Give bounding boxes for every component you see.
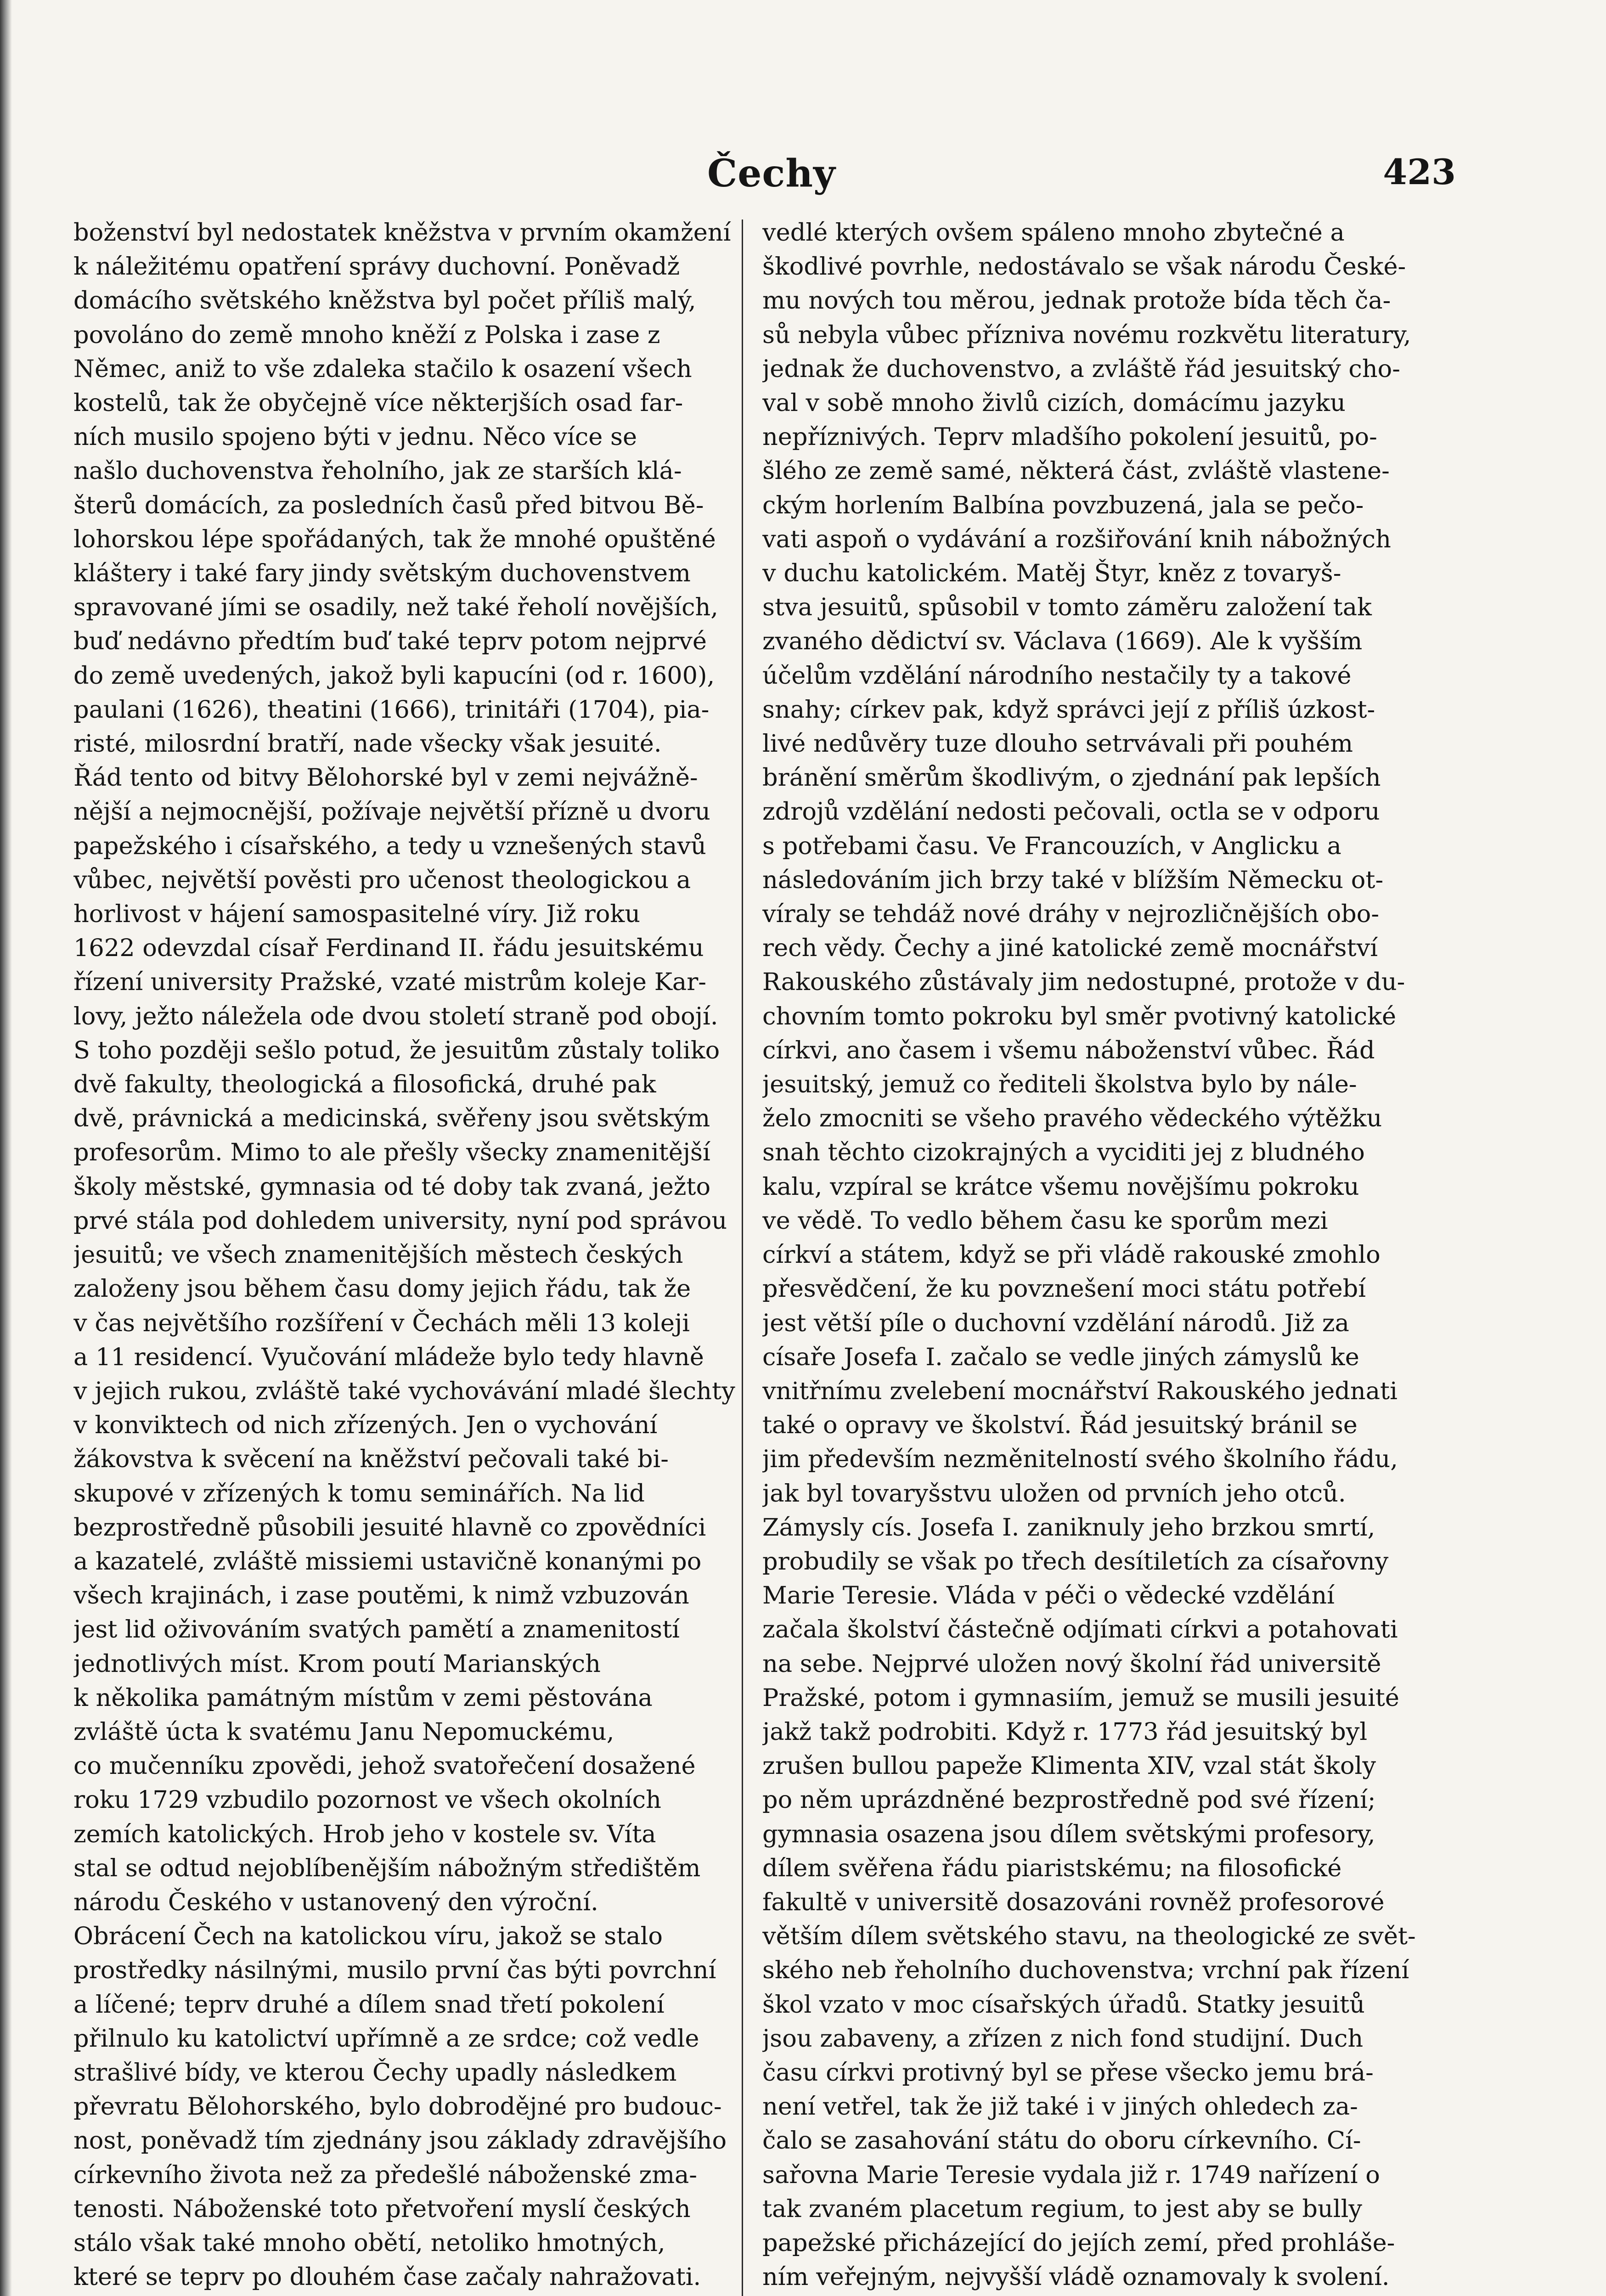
text-line: lohorskou lépe spořádaných, tak že mnohé opuštěné	[73, 525, 716, 553]
text-line: řízení university Pražské, vzaté mistrům koleje Kar-	[73, 968, 707, 996]
text-line: církevního života než za předešlé náboženské zma-	[73, 2161, 698, 2189]
text-line: s potřebami času. Ve Francouzích, v Anglicku a	[762, 832, 1341, 860]
text-line: paulani (1626), theatini (1666), trinitáři (1704), pia-	[73, 695, 710, 724]
text-line: Němec, aniž to vše zdaleka stačilo k osazení všech	[73, 355, 692, 383]
text-line: škodlivé povrhle, nedostávalo se však národu České-	[762, 253, 1406, 281]
text-line: dílem svěřena řádu piaristskému; na filosofické	[762, 1854, 1342, 1882]
text-line: ním veřejným, nejvyšší vládě oznamovaly k svolení.	[762, 2263, 1390, 2291]
text-line: kalu, vzpíral se krátce všemu novějšímu pokroku	[762, 1172, 1359, 1201]
text-line: stva jesuitů, spůsobil v tomto záměru založení tak	[762, 593, 1372, 622]
text-line: vedlé kterých ovšem spáleno mnoho zbytečné a	[762, 219, 1345, 247]
text-line: sů nebyla vůbec přízniva novému rozkvětu literatury,	[762, 321, 1411, 349]
text-line: Obrácení Čech na katolickou víru, jakož se stalo	[73, 1922, 663, 1951]
text-line: jest větší píle o duchovní vzdělání národů. Již za	[762, 1309, 1349, 1337]
text-line: jednak že duchovenstvo, a zvláště řád jesuitský cho-	[762, 355, 1400, 383]
text-line: jest lid oživováním svatých pamětí a znamenitostí	[73, 1615, 680, 1644]
text-line: šlého ze země samé, některá část, zvláště vlastene-	[762, 457, 1390, 485]
text-line: císaře Josefa I. začalo se vedle jiných zámyslů ke	[762, 1343, 1359, 1371]
text-line: a kazatelé, zvláště missiemi ustavičně konanými po	[73, 1547, 702, 1576]
text-line: Zámysly cís. Josefa I. zaniknuly jeho brzkou smrtí,	[762, 1513, 1375, 1542]
text-line: jednotlivých míst. Krom poutí Marianských	[73, 1649, 601, 1678]
text-line: jsou zabaveny, a zřízen z nich fond studijní. Duch	[762, 2024, 1364, 2053]
text-line: kostelů, tak že obyčejně více některjších osad far-	[73, 389, 683, 417]
text-line: mu nových tou měrou, jednak protože bída těch ča-	[762, 287, 1391, 315]
text-line: čalo se zasahování státu do oboru církevního. Cí-	[762, 2127, 1361, 2155]
text-line: prvé stála pod dohledem university, nyní pod správou	[73, 1206, 727, 1235]
text-line: Rakouského zůstávaly jim nedostupné, protože v du-	[762, 968, 1405, 996]
text-line: gymnasia osazena jsou dílem světskými profesory,	[762, 1820, 1375, 1848]
text-line: val v sobě mnoho živlů cizích, domácímu jazyku	[762, 389, 1346, 417]
text-line: jesuitů; ve všech znamenitějších městech českých	[73, 1241, 683, 1269]
text-line: papežského i císařského, a tedy u vznešených stavů	[73, 832, 706, 860]
text-line: probudily se však po třech desítiletích za císařovny	[762, 1547, 1389, 1576]
text-line: v čas největšího rozšíření v Čechách měli 13 koleji	[73, 1309, 690, 1337]
text-line: po něm uprázdněné bezprostředně pod své řízení;	[762, 1786, 1376, 1814]
text-line: a 11 residencí. Vyučování mládeže bylo tedy hlavně	[73, 1343, 704, 1371]
right-text-column	[762, 216, 1428, 2296]
text-line: kláštery i také fary jindy světským duchovenstvem	[73, 559, 691, 588]
text-line: spravované jími se osadily, než také řeholí novějších,	[73, 593, 718, 622]
text-line: účelům vzdělání národního nestačily ty a takové	[762, 661, 1352, 690]
text-line: které se teprv po dlouhém čase začaly nahražovati.	[73, 2263, 701, 2291]
text-line: jim především nezměnitelností svého školního řádu,	[762, 1445, 1398, 1474]
text-line: přilnulo ku katolictví upřímně a ze srdce; což vedle	[73, 2024, 699, 2053]
text-line: 1622 odevzdal císař Ferdinand II. řádu jesuitskému	[73, 934, 704, 962]
text-line: k náležitému opatření správy duchovní. Poněvadž	[73, 253, 680, 281]
text-line: jak byl tovaryšstvu uložen od prvních jeho otců.	[762, 1479, 1346, 1508]
text-line: buď nedávno předtím buď také teprv potom nejprvé	[73, 627, 707, 656]
text-line: církvi, ano časem i všemu náboženství vůbec. Řád	[762, 1036, 1375, 1064]
text-line: sařovna Marie Teresie vydala již r. 1749 nařízení o	[762, 2161, 1380, 2189]
text-line: nepříznivých. Teprv mladšího pokolení jesuitů, po-	[762, 423, 1377, 451]
text-line: nější a nejmocnější, požívaje největší přízně u dvoru	[73, 798, 710, 826]
text-line: založeny jsou během času domy jejich řádu, tak že	[73, 1275, 691, 1303]
text-line: co mučenníku zpovědi, jehož svatořečení dosažené	[73, 1752, 696, 1780]
text-line: povoláno do země mnoho kněží z Polska i zase z	[73, 321, 660, 349]
text-line: do země uvedených, jakož byli kapucíni (od r. 1600),	[73, 661, 715, 690]
text-line: také o opravy ve školství. Řád jesuitský bránil se	[762, 1411, 1358, 1440]
text-line: profesorům. Mimo to ale přešly všecky znamenitější	[73, 1138, 710, 1167]
text-line: stal se odtud nejoblíbenějším nábožným středištěm	[73, 1854, 701, 1882]
text-line: na sebe. Nejprvé uložen nový školní řád universitě	[762, 1649, 1381, 1678]
text-line: livé nedůvěry tuze dlouho setrvávali při pouhém	[762, 730, 1353, 758]
text-line: v jejich rukou, zvláště také vychovávání mladé šlechty	[73, 1377, 735, 1405]
text-line: následováním jich brzy také v blížším Německu ot-	[762, 866, 1384, 894]
page-header	[73, 152, 1456, 216]
text-line: ve vědě. To vedlo během času ke sporům mezi	[762, 1206, 1328, 1235]
text-line: snahy; církev pak, když správci její z příliš úzkost-	[762, 695, 1375, 724]
text-line: Pražské, potom i gymnasiím, jemuž se musili jesuité	[762, 1683, 1399, 1712]
text-line: papežské přicházející do jejích zemí, před prohláše-	[762, 2228, 1395, 2257]
text-line: přesvědčení, že ku povznešení moci státu potřebí	[762, 1275, 1366, 1303]
text-line: boženství byl nedostatek kněžstva v prvním okamžení	[73, 219, 731, 247]
text-line: větším dílem světského stavu, na theologické ze svět-	[762, 1922, 1416, 1951]
text-line: zdrojů vzdělání nedosti pečovali, octla se v odporu	[762, 798, 1380, 826]
text-line: není vetřel, tak že již také i v jiných ohledech za-	[762, 2093, 1358, 2121]
text-line: tak zvaném placetum regium, to jest aby se bully	[762, 2195, 1363, 2223]
text-line: vnitřnímu zvelebení mocnářství Rakouského jednati	[762, 1377, 1398, 1405]
page-gutter-shadow	[0, 0, 12, 2296]
text-line: prostředky násilnými, musilo první čas býti povrchní	[73, 1956, 716, 1985]
text-line: k několika památným místům v zemi pěstována	[73, 1683, 653, 1712]
text-line: horlivost v hájení samospasitelné víry. Již roku	[73, 900, 641, 929]
text-line: želo zmocniti se všeho pravého vědeckého výtěžku	[762, 1104, 1382, 1133]
text-line: roku 1729 vzbudilo pozornost ve všech okolních	[73, 1786, 661, 1814]
text-line: stálo však také mnoho obětí, netoliko hmotných,	[73, 2228, 665, 2257]
text-line: a líčené; teprv druhé a dílem snad třetí pokolení	[73, 1990, 665, 2019]
text-line: jesuitský, jemuž co řediteli školstva bylo by nále-	[762, 1070, 1357, 1099]
text-line: žákovstva k svěcení na kněžství pečovali také bi-	[73, 1445, 669, 1474]
text-line: risté, milosrdní bratří, nade všecky však jesuité.	[73, 730, 662, 758]
text-line: víraly se tehdáž nové dráhy v nejrozličnějších obo-	[762, 900, 1380, 929]
text-line: národu Českého v ustanovený den výroční.	[73, 1888, 598, 1916]
text-line: církví a státem, když se při vládě rakouské zmohlo	[762, 1241, 1381, 1269]
column-divider	[742, 219, 743, 2296]
text-line: zemích katolických. Hrob jeho v kostele sv. Víta	[73, 1820, 656, 1848]
text-line: v duchu katolickém. Matěj Štyr, kněz z tovaryš-	[762, 559, 1341, 588]
text-line: Řád tento od bitvy Bělohorské byl v zemi nejvážně-	[73, 764, 698, 792]
text-line: našlo duchovenstva řeholního, jak ze starších klá-	[73, 457, 682, 485]
text-line: času církvi protivný byl se přese všecko jemu brá-	[762, 2058, 1374, 2087]
text-line: ckým horlením Balbína povzbuzená, jala se pečo-	[762, 491, 1364, 519]
text-line: bránění směrům škodlivým, o zjednání pak lepších	[762, 764, 1381, 792]
page-number: 423	[1383, 152, 1456, 192]
text-line: S toho později sešlo potud, že jesuitům zůstaly toliko	[73, 1036, 720, 1064]
text-line: strašlivé bídy, ve kterou Čechy upadly následkem	[73, 2058, 677, 2087]
text-line: ních musilo spojeno býti v jednu. Něco více se	[73, 423, 637, 451]
left-text-column	[73, 216, 739, 2296]
text-line: zvaného dědictví sv. Václava (1669). Ale k vyšším	[762, 627, 1363, 656]
text-line: rech vědy. Čechy a jiné katolické země mocnářství	[762, 934, 1378, 962]
text-line: snah těchto cizokrajných a vyciditi jej z bludného	[762, 1138, 1365, 1167]
text-line: fakultě v universitě dosazováni rovněž profesorové	[762, 1888, 1385, 1916]
text-line: lovy, ježto náležela ode dvou století straně pod obojí.	[73, 1002, 718, 1030]
text-line: vati aspoň o vydávání a rozšiřování knih nábožných	[762, 525, 1391, 553]
text-line: dvě fakulty, theologická a filosofická, druhé pak	[73, 1070, 656, 1099]
text-line: skupové v zřízených k tomu seminářích. Na lid	[73, 1479, 645, 1508]
text-line: šterů domácích, za posledních časů před bitvou Bě-	[73, 491, 704, 519]
text-line	[762, 2294, 1428, 2296]
text-line: bezprostředně působili jesuité hlavně co zpovědníci	[73, 1513, 706, 1542]
text-line: škol vzato v moc císařských úřadů. Statky jesuitů	[762, 1990, 1365, 2019]
text-line: domácího světského kněžstva byl počet příliš malý,	[73, 287, 696, 315]
text-line: tenosti. Náboženské toto přetvoření myslí českých	[73, 2195, 691, 2223]
text-line	[73, 2294, 739, 2296]
text-line: školy městské, gymnasia od té doby tak zvaná, ježto	[73, 1172, 711, 1201]
text-line: dvě, právnická a medicinská, svěřeny jsou světským	[73, 1104, 710, 1133]
text-line: začala školství částečně odjímati církvi a potahovati	[762, 1615, 1398, 1644]
text-line: nost, poněvadž tím zjednány jsou základy zdravějšího	[73, 2127, 727, 2155]
text-line: chovním tomto pokroku byl směr pvotivný katolické	[762, 1002, 1397, 1030]
text-line: zrušen bullou papeže Klimenta XIV, vzal stát školy	[762, 1752, 1376, 1780]
text-line: jakž takž podrobiti. Když r. 1773 řád jesuitský byl	[762, 1717, 1368, 1746]
text-line: zvláště úcta k svatému Janu Nepomuckému,	[73, 1717, 614, 1746]
text-line: vůbec, největší pověsti pro učenost theologickou a	[73, 866, 691, 894]
text-line: Marie Teresie. Vláda v péči o vědecké vzdělání	[762, 1581, 1335, 1610]
text-line: převratu Bělohorského, bylo dobrodějné pro budouc-	[73, 2093, 722, 2121]
running-head-title: Čechy	[707, 152, 836, 196]
text-line: ského neb řeholního duchovenstva; vrchní pak řízení	[762, 1956, 1409, 1985]
text-line: v konviktech od nich zřízených. Jen o vychování	[73, 1411, 658, 1440]
text-line: všech krajinách, i zase poutěmi, k nimž vzbuzován	[73, 1581, 689, 1610]
